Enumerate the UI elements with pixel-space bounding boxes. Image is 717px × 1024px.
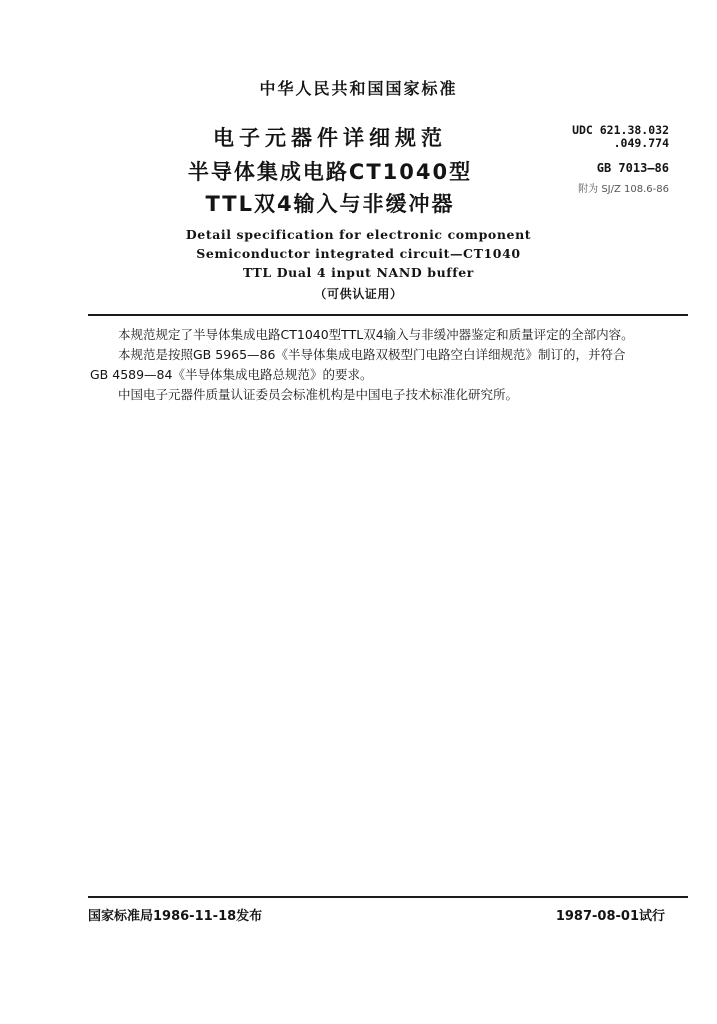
body-paragraph-2-line2: GB 4589—84《半导体集成电路总规范》的要求。 bbox=[90, 367, 373, 382]
issue-date: 国家标准局1986-11-18发布 bbox=[88, 909, 263, 924]
bottom-divider bbox=[88, 896, 688, 898]
body-paragraph-3: 中国电子元器件质量认证委员会标准机构是中国电子技术标准化研究所。 bbox=[118, 387, 519, 402]
standard-type-header: 中华人民共和国国家标准 bbox=[259, 79, 458, 98]
body-paragraph-1: 本规范规定了半导体集成电路CT1040型TTL双4输入与非缓冲器鉴定和质量评定的全部内容。 bbox=[118, 327, 634, 342]
title-zh-line2: 半导体集成电路CT1040型 bbox=[187, 160, 473, 184]
title-zh-line1: 电子元器件详细规范 bbox=[213, 126, 447, 150]
trial-date: 1987-08-01试行 bbox=[555, 909, 665, 924]
body-paragraph-2-line1: 本规范是按照GB 5965—86《半导体集成电路双极型门电路空白详细规范》制订的，并符合 bbox=[118, 347, 626, 362]
title-en-line1: Detail specification for electronic component bbox=[185, 227, 532, 242]
title-zh-line3: TTL双4输入与非缓冲器 bbox=[205, 192, 455, 216]
replacement-note: 附为 SJ/Z 108.6-86 bbox=[578, 184, 669, 195]
udc-code-line1: UDC 621.38.032 bbox=[572, 123, 669, 137]
title-en-line2: Semiconductor integrated circuit—CT1040 bbox=[196, 246, 521, 261]
title-en-line3: TTL Dual 4 input NAND buffer bbox=[243, 265, 474, 280]
udc-code-line2: .049.774 bbox=[613, 136, 669, 150]
usage-note: （可供认证用） bbox=[314, 287, 403, 301]
gb-number: GB 7013—86 bbox=[596, 161, 669, 175]
top-divider bbox=[88, 314, 688, 316]
